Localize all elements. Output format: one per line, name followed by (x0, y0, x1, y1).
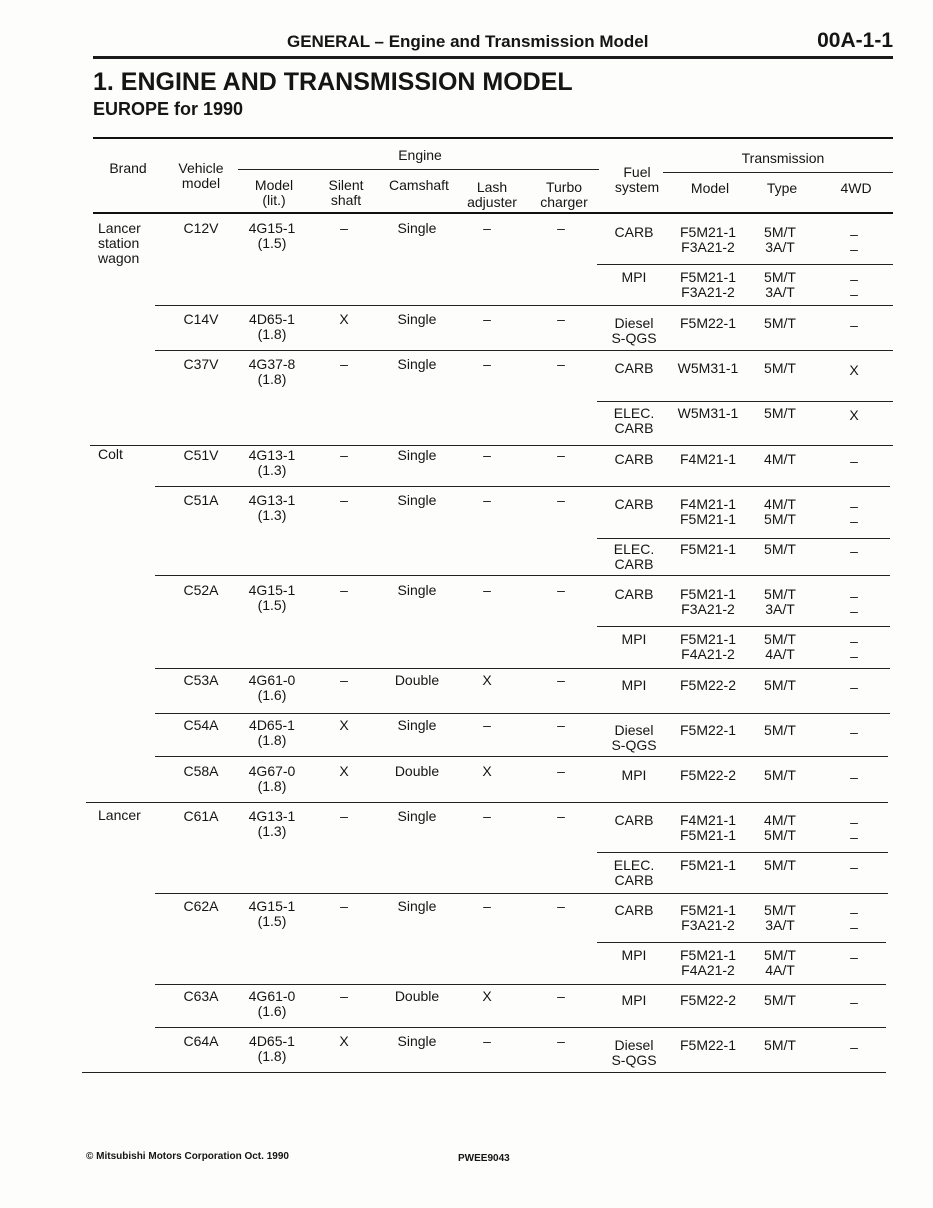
fuel-system-cell: MPI (621, 767, 647, 783)
four-wd-cell: – (850, 317, 858, 333)
silent-shaft-cell: – (340, 898, 348, 914)
footer-code: PWEE9043 (458, 1153, 510, 1164)
engine-header-rule (238, 169, 599, 170)
camshaft-cell: Single (397, 356, 437, 372)
fuel-system-cell: CARB (614, 360, 654, 376)
lash-adjuster-cell: – (483, 356, 491, 372)
camshaft-cell: Single (397, 1033, 437, 1049)
trans-type-cell: 5M/T (764, 767, 796, 783)
col-turbo-charger: Turbo charger (540, 179, 588, 210)
col-lash-adjuster: Lash adjuster (467, 179, 517, 210)
fuel-system-cell: MPI (621, 631, 647, 647)
col-engine-model: Model (lit.) (254, 177, 294, 208)
engine-model-cell: 4G15-1 (1.5) (248, 582, 296, 613)
fuel-system-cell: ELEC. CARB (613, 857, 655, 888)
camshaft-cell: Single (397, 447, 437, 463)
page-number: 00A-1-1 (817, 29, 893, 52)
row-rule (155, 713, 890, 714)
col-transmission: Transmission (741, 150, 825, 166)
silent-shaft-cell: X (339, 311, 349, 327)
brand-cell: Lancer station wagon (98, 220, 141, 266)
brand-cell: Colt (98, 446, 123, 462)
lash-adjuster-cell: – (483, 447, 491, 463)
fuel-system-cell: CARB (614, 451, 654, 467)
lash-adjuster-cell: – (483, 492, 491, 508)
fuel-system-cell: Diesel S-QGS (611, 722, 657, 753)
vehicle-model-cell: C53A (183, 672, 219, 688)
vehicle-model-cell: C62A (183, 898, 219, 914)
four-wd-cell: – – (850, 226, 858, 257)
silent-shaft-cell: X (339, 763, 349, 779)
silent-shaft-cell: – (340, 447, 348, 463)
trans-type-cell: 5M/T (764, 1037, 796, 1053)
trans-model-cell: F5M21-1 (679, 857, 737, 873)
four-wd-cell: – (850, 769, 858, 785)
brand-cell: Lancer (98, 807, 141, 823)
camshaft-cell: Single (397, 492, 437, 508)
fuel-system-cell: CARB (614, 586, 654, 602)
four-wd-cell: – – (850, 588, 858, 619)
four-wd-cell: – – (850, 633, 858, 664)
camshaft-cell: Double (394, 672, 440, 688)
row-rule (155, 756, 888, 757)
fuel-system-cell: MPI (621, 677, 647, 693)
four-wd-cell: – (850, 679, 858, 695)
vehicle-model-cell: C51V (183, 447, 219, 463)
trans-type-cell: 5M/T (764, 541, 796, 557)
four-wd-cell: – (850, 1039, 858, 1055)
four-wd-cell: – – (850, 271, 858, 302)
col-vehicle-model: Vehicle model (178, 160, 224, 191)
trans-model-cell: W5M31-1 (677, 360, 739, 376)
lash-adjuster-cell: – (483, 311, 491, 327)
col-engine: Engine (398, 147, 442, 163)
camshaft-cell: Double (394, 763, 440, 779)
four-wd-cell: – (850, 994, 858, 1010)
lash-adjuster-cell: – (483, 898, 491, 914)
trans-model-cell: F5M21-1 F3A21-2 (679, 902, 737, 933)
vehicle-model-cell: C63A (183, 988, 219, 1004)
engine-model-cell: 4G13-1 (1.3) (248, 808, 296, 839)
lash-adjuster-cell: X (482, 988, 492, 1004)
trans-model-cell: F5M22-2 (679, 677, 737, 693)
col-4wd: 4WD (840, 180, 872, 196)
silent-shaft-cell: – (340, 220, 348, 236)
four-wd-cell: – (850, 949, 858, 965)
turbo-charger-cell: – (557, 1033, 565, 1049)
camshaft-cell: Single (397, 808, 437, 824)
header-bottom-rule (93, 212, 893, 214)
trans-type-cell: 5M/T (764, 722, 796, 738)
row-rule (597, 401, 893, 402)
trans-model-cell: F4M21-1 F5M21-1 (679, 812, 737, 843)
lash-adjuster-cell: – (483, 717, 491, 733)
row-rule (155, 575, 890, 576)
trans-type-cell: 5M/T 4A/T (764, 631, 796, 662)
row-rule (597, 626, 890, 627)
vehicle-model-cell: C61A (183, 808, 219, 824)
row-rule (155, 350, 893, 351)
camshaft-cell: Single (397, 220, 437, 236)
lash-adjuster-cell: – (483, 1033, 491, 1049)
trans-type-cell: 5M/T (764, 360, 796, 376)
row-rule (155, 1027, 886, 1028)
trans-model-cell: F5M21-1 F3A21-2 (679, 269, 737, 300)
camshaft-cell: Single (397, 717, 437, 733)
camshaft-cell: Single (397, 311, 437, 327)
fuel-system-cell: CARB (614, 496, 654, 512)
col-fuel-system: Fuel system (614, 164, 660, 195)
turbo-charger-cell: – (557, 447, 565, 463)
lash-adjuster-cell: – (483, 220, 491, 236)
engine-model-cell: 4G15-1 (1.5) (248, 220, 296, 251)
fuel-system-cell: CARB (614, 812, 654, 828)
engine-model-cell: 4D65-1 (1.8) (249, 717, 295, 748)
four-wd-cell: – (850, 453, 858, 469)
row-rule (155, 305, 893, 306)
trans-model-cell: F5M22-2 (679, 992, 737, 1008)
fuel-system-cell: MPI (621, 992, 647, 1008)
trans-type-cell: 5M/T 3A/T (764, 224, 796, 255)
trans-model-cell: F5M22-1 (679, 722, 737, 738)
fuel-system-cell: Diesel S-QGS (611, 315, 657, 346)
trans-type-cell: 5M/T (764, 992, 796, 1008)
col-brand: Brand (109, 160, 147, 176)
trans-model-cell: F5M22-1 (679, 315, 737, 331)
vehicle-model-cell: C52A (183, 582, 219, 598)
transmission-header-rule (663, 172, 893, 173)
four-wd-cell: X (849, 362, 859, 378)
row-rule (155, 984, 886, 985)
col-trans-type: Type (766, 180, 798, 196)
vehicle-model-cell: C64A (183, 1033, 219, 1049)
four-wd-cell: – – (850, 904, 858, 935)
fuel-system-cell: CARB (614, 224, 654, 240)
col-camshaft: Camshaft (389, 177, 449, 193)
row-rule (90, 445, 893, 446)
col-trans-model: Model (690, 180, 730, 196)
trans-model-cell: F4M21-1 F5M21-1 (679, 496, 737, 527)
section-subtitle: EUROPE for 1990 (93, 99, 244, 119)
engine-model-cell: 4G13-1 (1.3) (248, 492, 296, 523)
turbo-charger-cell: – (557, 672, 565, 688)
turbo-charger-cell: – (557, 582, 565, 598)
turbo-charger-cell: – (557, 492, 565, 508)
row-rule (597, 942, 886, 943)
turbo-charger-cell: – (557, 717, 565, 733)
fuel-system-cell: CARB (614, 902, 654, 918)
section-title: 1. ENGINE AND TRANSMISSION MODEL (93, 68, 573, 96)
trans-model-cell: F5M21-1 F3A21-2 (679, 586, 737, 617)
camshaft-cell: Double (394, 988, 440, 1004)
trans-model-cell: F5M21-1 F4A21-2 (679, 631, 737, 662)
camshaft-cell: Single (397, 898, 437, 914)
four-wd-cell: – (850, 859, 858, 875)
silent-shaft-cell: X (339, 717, 349, 733)
trans-model-cell: F5M21-1 F4A21-2 (679, 947, 737, 978)
row-rule (597, 538, 890, 539)
fuel-system-cell: ELEC. CARB (613, 405, 655, 436)
row-rule (597, 264, 893, 265)
row-rule (155, 668, 890, 669)
engine-model-cell: 4G13-1 (1.3) (248, 447, 296, 478)
trans-model-cell: W5M31-1 (677, 405, 739, 421)
row-rule (155, 486, 890, 487)
trans-model-cell: F4M21-1 (679, 451, 737, 467)
vehicle-model-cell: C12V (183, 220, 219, 236)
trans-type-cell: 5M/T (764, 315, 796, 331)
trans-type-cell: 5M/T 3A/T (764, 586, 796, 617)
trans-type-cell: 4M/T (764, 451, 796, 467)
trans-type-cell: 5M/T (764, 677, 796, 693)
trans-model-cell: F5M22-2 (679, 767, 737, 783)
row-rule (155, 893, 888, 894)
fuel-system-cell: Diesel S-QGS (611, 1037, 657, 1068)
fuel-system-cell: MPI (621, 269, 647, 285)
turbo-charger-cell: – (557, 356, 565, 372)
trans-model-cell: F5M22-1 (679, 1037, 737, 1053)
engine-model-cell: 4G61-0 (1.6) (248, 988, 296, 1019)
camshaft-cell: Single (397, 582, 437, 598)
footer-copyright: © Mitsubishi Motors Corporation Oct. 1990 (86, 1151, 289, 1162)
row-rule (86, 802, 888, 803)
turbo-charger-cell: – (557, 220, 565, 236)
row-rule (82, 1072, 886, 1073)
trans-type-cell: 5M/T 3A/T (764, 269, 796, 300)
turbo-charger-cell: – (557, 988, 565, 1004)
lash-adjuster-cell: – (483, 808, 491, 824)
silent-shaft-cell: – (340, 492, 348, 508)
four-wd-cell: – – (850, 814, 858, 845)
trans-model-cell: F5M21-1 (679, 541, 737, 557)
turbo-charger-cell: – (557, 808, 565, 824)
turbo-charger-cell: – (557, 763, 565, 779)
trans-model-cell: F5M21-1 F3A21-2 (679, 224, 737, 255)
row-rule (597, 852, 888, 853)
turbo-charger-cell: – (557, 311, 565, 327)
silent-shaft-cell: – (340, 672, 348, 688)
vehicle-model-cell: C51A (183, 492, 219, 508)
four-wd-cell: – (850, 724, 858, 740)
four-wd-cell: – (850, 543, 858, 559)
turbo-charger-cell: – (557, 898, 565, 914)
vehicle-model-cell: C14V (183, 311, 219, 327)
silent-shaft-cell: – (340, 808, 348, 824)
engine-model-cell: 4G67-0 (1.8) (248, 763, 296, 794)
lash-adjuster-cell: X (482, 763, 492, 779)
vehicle-model-cell: C54A (183, 717, 219, 733)
trans-type-cell: 4M/T 5M/T (764, 496, 796, 527)
col-silent-shaft: Silent shaft (328, 177, 364, 208)
trans-type-cell: 5M/T (764, 857, 796, 873)
lash-adjuster-cell: X (482, 672, 492, 688)
fuel-system-cell: ELEC. CARB (613, 541, 655, 572)
four-wd-cell: X (849, 407, 859, 423)
engine-model-cell: 4G37-8 (1.8) (248, 356, 296, 387)
silent-shaft-cell: X (339, 1033, 349, 1049)
engine-model-cell: 4D65-1 (1.8) (249, 1033, 295, 1064)
trans-type-cell: 4M/T 5M/T (764, 812, 796, 843)
vehicle-model-cell: C58A (183, 763, 219, 779)
silent-shaft-cell: – (340, 356, 348, 372)
fuel-system-cell: MPI (621, 947, 647, 963)
lash-adjuster-cell: – (483, 582, 491, 598)
engine-model-cell: 4D65-1 (1.8) (249, 311, 295, 342)
table-top-rule (93, 137, 893, 139)
header-title: GENERAL – Engine and Transmission Model (287, 32, 649, 51)
trans-type-cell: 5M/T (764, 405, 796, 421)
engine-model-cell: 4G61-0 (1.6) (248, 672, 296, 703)
vehicle-model-cell: C37V (183, 356, 219, 372)
four-wd-cell: – – (850, 498, 858, 529)
trans-type-cell: 5M/T 3A/T (764, 902, 796, 933)
silent-shaft-cell: – (340, 582, 348, 598)
silent-shaft-cell: – (340, 988, 348, 1004)
trans-type-cell: 5M/T 4A/T (764, 947, 796, 978)
engine-model-cell: 4G15-1 (1.5) (248, 898, 296, 929)
